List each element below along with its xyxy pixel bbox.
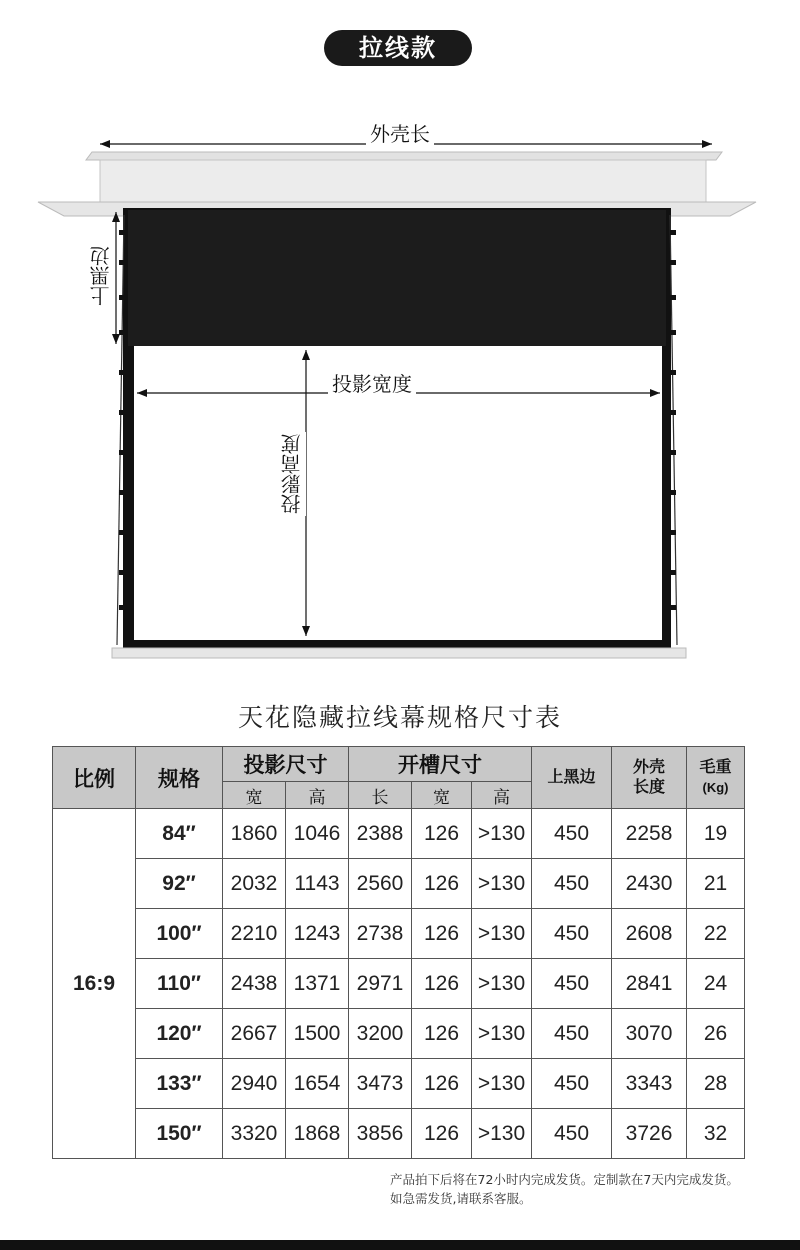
- spec-size-cell: 92″: [136, 859, 223, 909]
- table-cell: 1868: [286, 1109, 349, 1159]
- table-cell: 1371: [286, 959, 349, 1009]
- style-badge: 拉线款: [324, 30, 472, 66]
- table-row: [53, 809, 745, 859]
- table-cell: 3856: [349, 1109, 412, 1159]
- table-cell: 126: [412, 1009, 472, 1059]
- header-slot-height: 高: [472, 782, 532, 809]
- table-cell: 3343: [612, 1059, 687, 1109]
- table-row: [53, 959, 745, 1009]
- header-slot-length: 长: [349, 782, 412, 809]
- table-cell: 2608: [612, 909, 687, 959]
- left-tension-wire: [117, 215, 124, 645]
- ratio-cell: 16:9: [53, 809, 136, 1159]
- table-cell: 22: [687, 909, 745, 959]
- arrow-left-icon: [100, 140, 110, 148]
- spec-size-cell: 133″: [136, 1059, 223, 1109]
- table-cell: 32: [687, 1109, 745, 1159]
- table-cell: 1500: [286, 1009, 349, 1059]
- table-cell: 2940: [223, 1059, 286, 1109]
- table-cell: 1143: [286, 859, 349, 909]
- table-cell: 26: [687, 1009, 745, 1059]
- table-cell: 2438: [223, 959, 286, 1009]
- header-gross-weight: [687, 747, 745, 809]
- housing-body: [100, 160, 706, 202]
- table-cell: 450: [532, 1059, 612, 1109]
- table-cell: 3473: [349, 1059, 412, 1109]
- table-cell: 2841: [612, 959, 687, 1009]
- header-top-border: 上黑边: [532, 747, 612, 809]
- projection-height-label: 投影高度: [277, 432, 306, 516]
- table-cell: 21: [687, 859, 745, 909]
- spec-table: [52, 746, 745, 1159]
- spec-size-cell: 84″: [136, 809, 223, 859]
- table-cell: 450: [532, 959, 612, 1009]
- table-cell: 24: [687, 959, 745, 1009]
- table-cell: 2388: [349, 809, 412, 859]
- table-cell: 126: [412, 859, 472, 909]
- table-row: [53, 859, 745, 909]
- table-cell: >130: [472, 1109, 532, 1159]
- table-cell: 1046: [286, 809, 349, 859]
- table-row: [53, 1059, 745, 1109]
- table-cell: 450: [532, 809, 612, 859]
- table-cell: 2667: [223, 1009, 286, 1059]
- header-gross-weight-label: 毛重: [699, 758, 732, 776]
- table-cell: 2032: [223, 859, 286, 909]
- table-cell: >130: [472, 809, 532, 859]
- table-cell: 450: [532, 909, 612, 959]
- top-border-label: 上黑边: [86, 244, 115, 308]
- table-cell: 2971: [349, 959, 412, 1009]
- header-casing-length: 外壳长度: [612, 747, 687, 809]
- top-black-border: [128, 210, 666, 346]
- table-cell: 450: [532, 1109, 612, 1159]
- header-slot-width: 宽: [412, 782, 472, 809]
- table-cell: 126: [412, 1109, 472, 1159]
- table-cell: 126: [412, 1059, 472, 1109]
- table-cell: 19: [687, 809, 745, 859]
- shipping-note-line-1: 产品拍下后将在72小时内完成发货。定制款在7天内完成发货。: [390, 1172, 739, 1187]
- table-cell: 2210: [223, 909, 286, 959]
- table-cell: 1654: [286, 1059, 349, 1109]
- table-cell: 3320: [223, 1109, 286, 1159]
- header-ratio: 比例: [53, 747, 136, 809]
- table-row: [53, 909, 745, 959]
- table-cell: >130: [472, 859, 532, 909]
- table-cell: 450: [532, 1009, 612, 1059]
- header-weight-unit: (Kg): [702, 779, 729, 795]
- table-cell: 2738: [349, 909, 412, 959]
- table-cell: >130: [472, 1009, 532, 1059]
- projection-width-label: 投影宽度: [328, 368, 416, 397]
- table-title: 天花隐藏拉线幕规格尺寸表: [237, 703, 562, 732]
- table-row: [53, 1109, 745, 1159]
- table-cell: 126: [412, 809, 472, 859]
- header-proj-width: 宽: [223, 782, 286, 809]
- table-cell: 2560: [349, 859, 412, 909]
- header-slot-size: 开槽尺寸: [349, 747, 532, 782]
- spec-size-cell: 120″: [136, 1009, 223, 1059]
- table-cell: 126: [412, 909, 472, 959]
- spec-size-cell: 100″: [136, 909, 223, 959]
- header-proj-height: 高: [286, 782, 349, 809]
- header-spec: 规格: [136, 747, 223, 809]
- right-tension-wire: [670, 215, 677, 645]
- table-cell: >130: [472, 909, 532, 959]
- arrow-down-icon: [112, 334, 120, 344]
- bottom-bar: [0, 1240, 800, 1250]
- table-cell: 126: [412, 959, 472, 1009]
- header-projection-size: 投影尺寸: [223, 747, 349, 782]
- housing-top-lip: [86, 152, 722, 160]
- table-row: [53, 1009, 745, 1059]
- table-cell: 450: [532, 859, 612, 909]
- table-cell: 1243: [286, 909, 349, 959]
- table-cell: >130: [472, 1059, 532, 1109]
- table-cell: 1860: [223, 809, 286, 859]
- casing-length-label: 外壳长: [366, 118, 434, 147]
- table-cell: 28: [687, 1059, 745, 1109]
- spec-table-body: [53, 809, 745, 1159]
- table-cell: 3726: [612, 1109, 687, 1159]
- arrow-right-icon: [702, 140, 712, 148]
- spec-size-cell: 150″: [136, 1109, 223, 1159]
- spec-size-cell: 110″: [136, 959, 223, 1009]
- shipping-note-line-2: 如急需发货,请联系客服。: [390, 1191, 532, 1206]
- table-cell: >130: [472, 959, 532, 1009]
- shipping-note: [390, 1170, 739, 1208]
- bottom-weight-bar: [112, 648, 686, 658]
- table-cell: 3200: [349, 1009, 412, 1059]
- table-cell: 3070: [612, 1009, 687, 1059]
- table-cell: 2258: [612, 809, 687, 859]
- table-cell: 2430: [612, 859, 687, 909]
